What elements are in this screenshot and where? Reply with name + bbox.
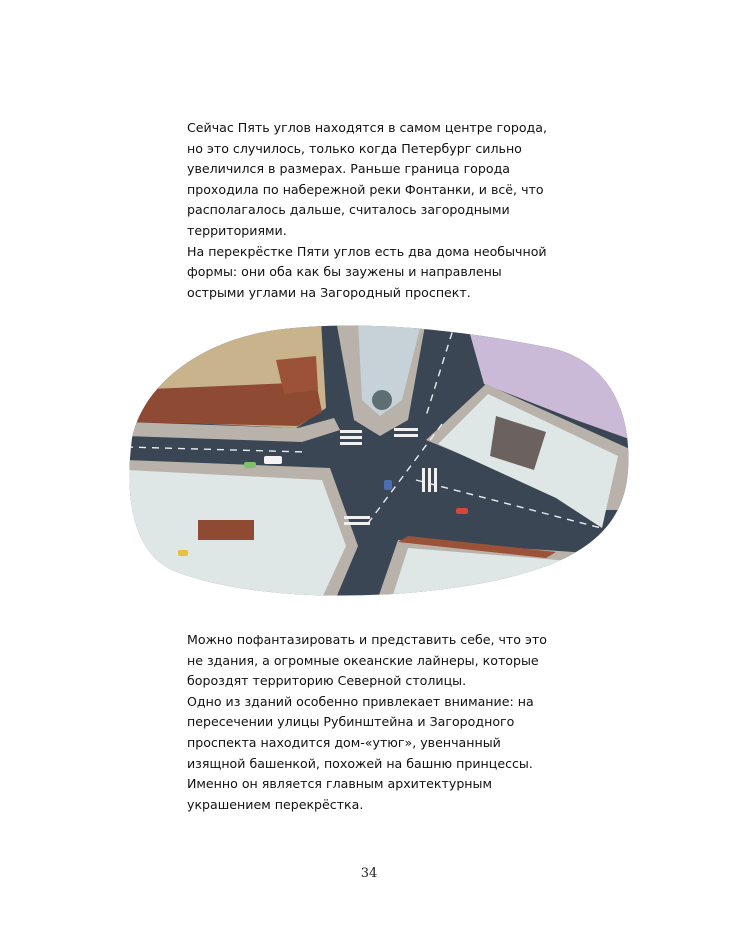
- tower-dome: [372, 390, 392, 410]
- paragraph-outskirts: Сейчас Пять углов находятся в самом центре города, но это случилось, только когда Петербург сильно увеличился в размерах. Раньше граница города проходила по набережной реки Фонтанки, и всё, что располагалось дальше, считалось загородными территориями.: [187, 120, 547, 238]
- paragraph-ocean-liners: Можно пофантазировать и представить себе, что это не здания, а огромные океанские лайнеры, которые бороздят территорию Северной столицы.: [187, 632, 547, 689]
- car-green: [244, 462, 256, 468]
- car-blue: [384, 480, 392, 490]
- paragraph-flatiron-house: Одно из зданий особенно привлекает внимание: на пересечении улицы Рубинштейна и Загородного проспекта находится дом-«утюг», увенчанный изящной башенкой, похожей на башню принцессы. Именно он является главным архитектурным украшением перекрёстка.: [187, 693, 534, 812]
- five-corners-intersection-illustration: [126, 320, 632, 598]
- car-white: [264, 456, 282, 464]
- text-block-bottom: [187, 630, 562, 815]
- text-block-top: [187, 118, 562, 303]
- paragraph-unusual-houses: На перекрёстке Пяти углов есть два дома необычной формы: они оба как бы заужены и направлены острыми углами на Загородный проспект.: [187, 243, 547, 300]
- car-red: [456, 508, 468, 514]
- car-yellow: [178, 550, 188, 556]
- page-number: 34: [360, 866, 378, 881]
- roof-rust-small: [198, 520, 254, 540]
